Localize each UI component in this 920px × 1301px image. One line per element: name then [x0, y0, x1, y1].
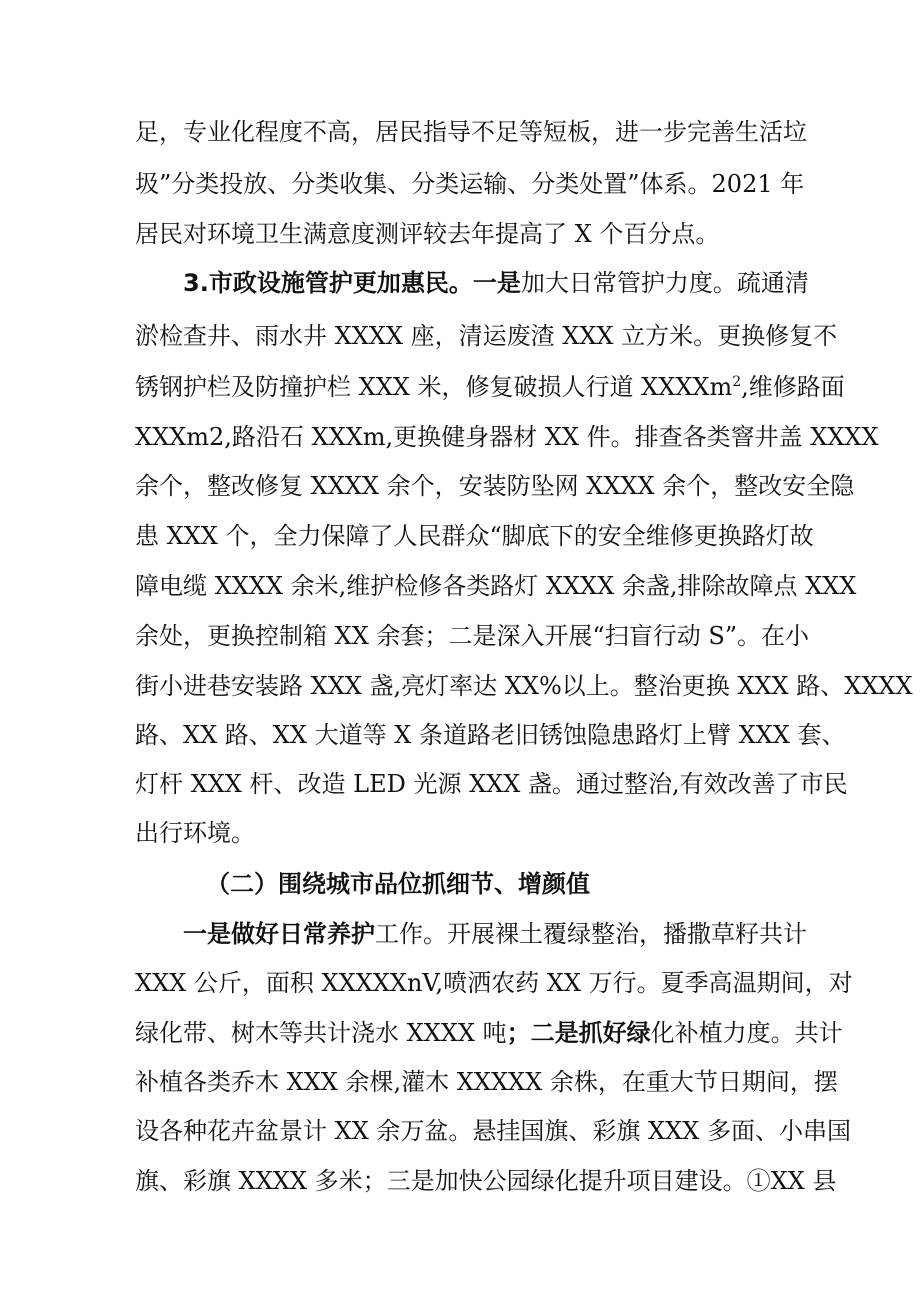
text-line: 淤检查井、雨水井 XXXX 座，清运废渣 XXX 立方米。更换修复不 [135, 322, 838, 350]
text-span: 锈钢护栏及防撞护栏 XXX 米，修复破损人行道 XXXXm [135, 373, 733, 401]
text-line: 路、XX 路、XX 大道等 X 条道路老旧锈蚀隐患路灯上臂 XXX 套、 [135, 721, 846, 749]
superscript: 2 [732, 374, 742, 390]
text-line: 居民对环境卫生满意度测评较去年提高了 X 个百分点。 [135, 220, 720, 248]
paragraph-lead-line [183, 919, 807, 949]
text-span: 化补植力度。共计 [650, 1019, 843, 1047]
paragraph-lead-line [183, 268, 809, 298]
text-line: 设各种花卉盆景计 XX 余万盆。悬挂国旗、彩旗 XXX 多面、小串国 [135, 1117, 851, 1145]
text-line [135, 1018, 843, 1048]
text-line: 补植各类乔木 XXX 余棵,灌木 XXXXX 余株，在重大节日期间，摆 [135, 1068, 838, 1096]
text-line: 灯杆 XXX 杆、改造 LED 光源 XXX 盏。通过整治,有效改善了市民 [135, 770, 848, 798]
text-line: 圾”分类投放、分类收集、分类运输、分类处置”体系。2021 年 [135, 170, 805, 198]
text-line: 旗、彩旗 XXXX 多米；三是加快公园绿化提升项目建设。①XX 县 [135, 1167, 837, 1195]
text-span: 绿化带、树木等共计浇水 XXXX 吨 [135, 1019, 507, 1047]
text-line [135, 372, 845, 402]
text-line: XXX 公斤，面积 XXXXXnV,喷洒农药 XX 万行。夏季高温期间，对 [135, 969, 853, 997]
lead-rest: 工作。开展裸土覆绿整治，播撒草籽共计 [375, 920, 807, 948]
text-line: XXXm2,路沿石 XXXm,更换健身器材 XX 件。排查各类窨井盖 XXXX [135, 423, 879, 451]
bold-lead: 3.市政设施管护更加惠民。一是 [183, 269, 521, 297]
text-line: 出行环境。 [135, 819, 255, 847]
section-heading: （二）围绕城市品位抓细节、增颜值 [206, 870, 590, 898]
text-line: 街小进巷安装路 XXX 盏,亮灯率达 XX%以上。整治更换 XXX 路、XXXX [135, 672, 913, 700]
text-line: 足，专业化程度不高，居民指导不足等短板，进一步完善生活垃 [135, 118, 807, 146]
text-line: 障电缆 XXXX 余米,维护检修各类路灯 XXXX 余盏,排除故障点 XXX [135, 572, 857, 600]
text-line: 余个，整改修复 XXXX 余个，安装防坠网 XXXX 余个，整改安全隐 [135, 472, 855, 500]
bold-lead: 一是做好日常养护 [183, 920, 375, 948]
text-line: 余处，更换控制箱 XX 余套；二是深入开展“扫盲行动 S”。在小 [135, 622, 810, 650]
lead-rest: 加大日常管护力度。疏通清 [520, 269, 809, 297]
bold-span: ；二是抓好绿 [506, 1019, 651, 1047]
text-span: ,维修路面 [741, 373, 845, 401]
text-line: 患 XXX 个，全力保障了人民群众“脚底下的安全维修更换路灯故 [135, 522, 814, 550]
